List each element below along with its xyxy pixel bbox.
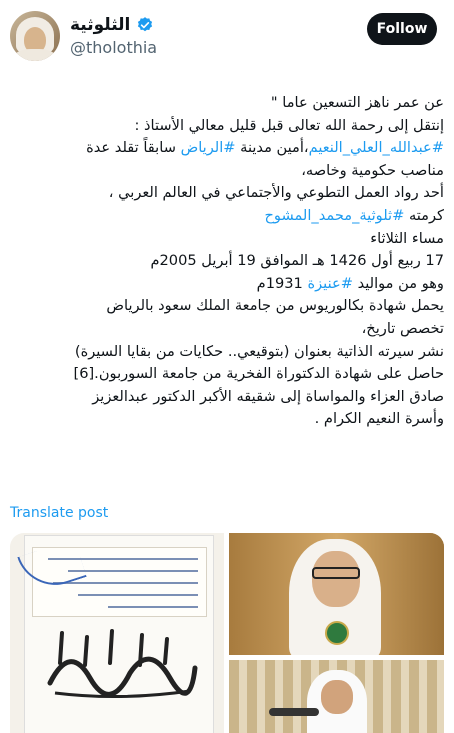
text-line: صادق العزاء والمواساة إلى شقيقه الأكبر الدكتور عبدالعزيز [92, 387, 444, 405]
text-line: نشر سيرته الذاتية بعنوان (بتوقيعي.. حكايات من بقايا السيرة) [74, 342, 444, 360]
avatar[interactable] [10, 11, 60, 61]
event-speaker-image[interactable] [229, 660, 444, 733]
text-line [10, 137, 444, 160]
display-name[interactable]: الثلوثية [70, 15, 131, 35]
verified-badge-icon [136, 16, 154, 34]
text-line [10, 273, 444, 296]
media-grid [10, 533, 444, 733]
name-row [70, 15, 154, 35]
text-line: وأسرة النعيم الكرام . [314, 410, 444, 428]
text-line: تخصص تاريخ، [361, 319, 444, 337]
text-line: أحد رواد العمل التطوعي والأجتماعي في العالم العربي ، [108, 184, 444, 202]
tweet-header [0, 0, 454, 72]
portrait-image[interactable] [229, 533, 444, 655]
text-segment: ،أمين مدينة [235, 139, 309, 157]
hashtag-link[interactable]: #ثلوثية_محمد_المشوح [264, 206, 405, 224]
signed-book-page-image[interactable] [10, 533, 224, 733]
follow-button[interactable]: Follow [367, 13, 437, 45]
text-line [10, 205, 444, 228]
text-line: يحمل شهادة بكالوريوس من جامعة الملك سعود بالرياض [106, 297, 444, 315]
text-segment: وهو من مواليد [352, 274, 444, 292]
text-segment: 1931م [256, 274, 308, 292]
text-line: مساء الثلاثاء [370, 229, 444, 247]
calligraphy-basmala [40, 623, 200, 703]
text-line: إنتقل إلى رحمة الله تعالى قبل قليل معالي الأستاذ : [134, 116, 444, 134]
tweet-text [10, 92, 444, 431]
text-line: حاصل على شهادة الدكتوراة الفخرية من جامعة السوربون.[6] [73, 365, 444, 383]
hashtag-link[interactable]: #عنيزة [307, 274, 353, 292]
hashtag-link[interactable]: #عبدالله_العلي_النعيم [308, 139, 444, 157]
text-line: عن عمر ناهز التسعين عاما " [270, 94, 444, 111]
text-line: مناصب حكومية وخاصه، [301, 161, 444, 179]
text-segment: كرمته [404, 206, 444, 224]
hashtag-link[interactable]: #الرياض [180, 139, 236, 157]
translate-post-link[interactable]: Translate post [10, 505, 109, 521]
user-handle[interactable]: @tholothia [70, 38, 158, 57]
text-line: 17 ربيع أول 1426 هـ الموافق 19 أبريل 2005م [150, 252, 444, 270]
text-segment: سابقاً تقلد عدة [86, 139, 181, 157]
